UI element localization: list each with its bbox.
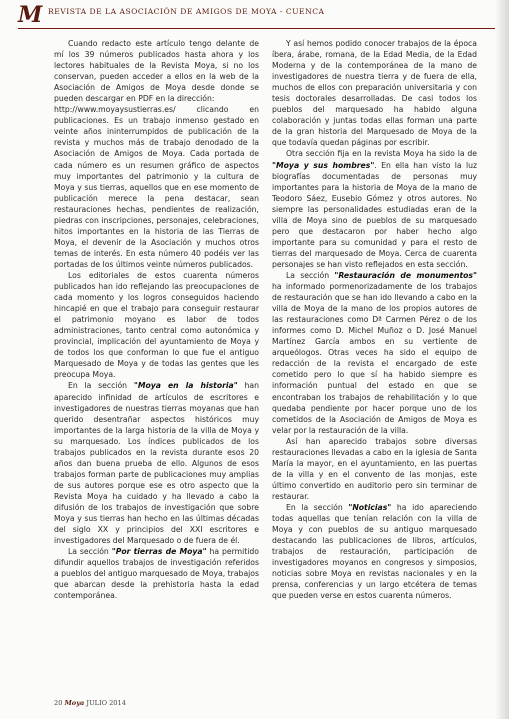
paragraph — [272, 270, 477, 436]
issue-date: JULIO 2014 — [86, 699, 126, 707]
paragraph — [272, 148, 477, 270]
section-title-emphasis: "Restauración de monumentos" — [334, 270, 477, 280]
text-run: ha informado pormenorizadamente de los trabajos de restauración que se han ido llevando a cabo en la villa de Moya de la mano de los propios autores de las restauraciones como Dª Carmen Pérez o de los informes como D. Michel Muñoz o D. José Manuel Martínez García ambos en su vertiente de arqueólogos. Otras veces ha sido el equipo de redacción de la revista el encargado de este cometido pero lo que sí ha habido siempre es información puntual del estado en que se encontraban los trabajos de rehabilitación y lo que quedaba pendiente por hacer porque uno de los cometidos de la Asociación de Amigos de Moya es velar por la restauración de la villa. — [272, 282, 477, 435]
text-run: En la sección — [68, 381, 134, 391]
right-column — [272, 38, 477, 601]
text-run: En la sección — [286, 502, 349, 512]
section-title-emphasis: "Moya en la historia" — [133, 381, 238, 391]
text-run: Otra sección fija en la revista Moya ha sido la de — [286, 149, 477, 159]
paragraph — [272, 502, 477, 601]
text-run: ha ido apareciendo todas aquellas que tenían relación con la villa de Moya y con pueblos de su antiguo marquesado destacando las publicaciones de libros, artículos, trabajos de restauración, participación de investigadores moyanos en congresos y simposios, noticias sobre Moya en revistas nacionales y en la prensa, conferencias y un largo etcétera de temas que pueden verse en estos cuarenta números. — [272, 502, 478, 601]
footer-brand: Moya — [64, 699, 85, 707]
section-title-emphasis: "Por tierras de Moya" — [111, 547, 207, 557]
page-number: 20 — [54, 699, 63, 707]
left-column — [54, 38, 259, 601]
section-title-emphasis: "Moya y sus hombres" — [272, 160, 375, 170]
section-title-emphasis: "Noticias" — [348, 502, 392, 512]
magazine-logo: M — [18, 2, 43, 28]
text-run: han aparecido infinidad de artículos de escritores e investigadores de nuestras tierras moyanas que han querido desentrañar aspectos históricos muy importantes de la larga historia de la villa de Moya y su marquesado. Los índices publicados de los trabajos publicados en la revista durante esos 20 años dan buena prueba de ello. Algunos de esos trabajos forman parte de publicaciones muy amplias de sus autores porque ese es otro aspecto que la Revista Moya ha cuidado y ha llevado a cabo la difusión de los trabajos de investigación que sobre Moya y sus tierras han hecho en las últimas décadas del siglo XX y principios del XXI escritores e investigadores del Marquesado o de fuera de él. — [54, 381, 259, 546]
page-footer — [54, 699, 126, 707]
paragraph — [54, 380, 259, 546]
paragraph — [54, 546, 259, 601]
text-run: . En ella han visto la luz biografías documentadas de personas muy importantes para la historia de Moya de la mano de Teodoro Sáez, Eusebio Gómez y otros autores. No siempre las personalidades estudiadas eran de la villa de Moya sino de pueblos de su marquesado pero que destacaron por haber hecho algo importante para su comunidad y para el resto de tierras del marquesado de Moya. Cerca de cuarenta personajes se han visto reflejados en esta sección. — [272, 160, 477, 269]
running-title: REVISTA DE LA ASOCIACIÓN DE AMIGOS DE MOYA - CUENCA — [48, 7, 325, 16]
text-run: ha permitido difundir aquellos trabajos de investigación referidos a pueblos del antiguo marquesado de Moya, trabajos que abarcan desde la prehistoria hasta la edad contemporánea. — [54, 547, 259, 601]
page-fold-shadow — [495, 0, 509, 719]
paragraph: Cuando redacto este artículo tengo delante de mí los 39 números publicados hasta ahora y los lectores habituales de la Revista Moya, si no los conservan, pueden acceder a ellos en la web de la Asociación de Amigos de Moya desde donde se pueden descargar en PDF en la dirección: — [54, 39, 259, 104]
text-run: La sección — [286, 270, 335, 280]
paragraph: Así han aparecido trabajos sobre diversas restauraciones llevadas a cabo en la iglesia de Santa María la mayor, en el ayuntamiento, en las puertas de la villa y en el convento de las monjas, este último convertido en auditorio pero sin terminar de restaurar. — [272, 436, 477, 501]
paragraph: Los editoriales de estos cuarenta números publicados han ido reflejando las preocupaciones de cada momento y los logros conseguidos haciendo hincapié en que el trabajo para conseguir restaurar el patrimonio moyano es labor de todos administraciones, tanto central como autonómica y provincial, implicación del ayuntamiento de Moya y de todos los que conforman lo que fue el antiguo Marquesado de Moya y de todas las gentes que les preocupa Moya. — [54, 270, 259, 380]
paragraph: Y así hemos podido conocer trabajos de la época íbera, árabe, romana, de la Edad Media, de la Edad Moderna y de la contemporánea de la mano de investigadores de nuestra tierra y de fuera de ella, muchos de ellos con preparación universitaria y con tesis doctorales desarrolladas. De casi todos los pueblos del marquesado ha habido alguna colaboración y juntas todas ellas forman una parte de la gran historia del Marquesado de Moya de la que todavía quedan páginas por escribir. — [272, 39, 477, 148]
text-run: La sección — [68, 547, 112, 557]
paragraph: http://www.moyaysustierras.es/ clicando en publicaciones. Es un trabajo inmenso gestado en veinte años ininterrumpidos de publicación de la revista y muchos más de trabajo denodado de la Asociación de Amigos de Moya. Cada portada de cada número es un resumen gráfico de aspectos muy importantes del patrimonio y la cultura de Moya y sus tierras, aquellos que en ese momento de publicación merece la pena destacar, sean restauraciones hechas, pendientes de realización, piedras con inscripciones, personajes, celebraciones, hitos importantes en la historia de las Tierras de Moya, el devenir de la Asociación y muchos otros temas de interés. En esta número 40 podéis ver las portadas de los últimos veinte números publicados. — [54, 105, 259, 269]
